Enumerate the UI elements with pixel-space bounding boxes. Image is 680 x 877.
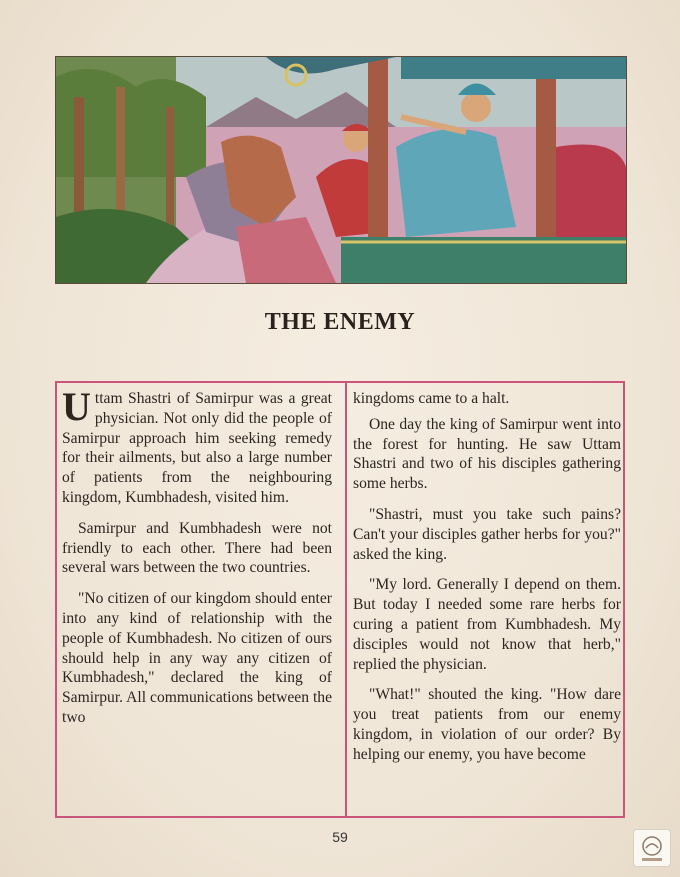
paragraph: One day the king of Samirpur went into the forest for hunting. He saw Uttam Shastri and two of his disciples gathering some herbs. (353, 415, 621, 493)
story-title: THE ENEMY (264, 309, 416, 335)
right-column (353, 389, 621, 776)
paragraph: Samirpur and Kumbhadesh were not friendly to each other. There had been several wars between the two countries. (62, 519, 332, 577)
paragraph (62, 384, 332, 508)
left-column (62, 384, 332, 739)
library-stamp (633, 829, 671, 867)
story-illustration (55, 56, 627, 284)
story-text-frame (55, 381, 625, 818)
page-number: 59 (332, 829, 348, 845)
paragraph: kingdoms came to a halt. (353, 390, 510, 407)
paragraph: "Shastri, must you take such pains? Can't your disciples gather herbs for you?" asked the king. (353, 505, 621, 563)
illustration-king-on-chariot (56, 57, 626, 283)
paragraph-text: ttam Shastri of Samirpur was a great physician. Not only did the people of Samirpur approach him seeking remedy for their ailments, but also a large number of patients from the neighbouring kingdom, Kumbhadesh, visited him. (62, 390, 332, 506)
stamp-emblem-icon (634, 830, 670, 866)
paragraph: "My lord. Generally I depend on them. But today I needed some rare herbs for curing a patient from Kumbhadesh. My disciples would not know that herb," replied the physician. (353, 576, 621, 673)
paragraph: "No citizen of our kingdom should enter into any kind of relationship with the people of Kumbhadesh. No citizen of ours should help in any way any citizen of Kumbhadesh," declared the king of Samirpur. All communications between the two (62, 590, 332, 726)
paragraph: "What!" shouted the king. "How dare you treat patients from our enemy kingdom, in violation of our order? By helping our enemy, you have become (353, 686, 621, 763)
column-divider (345, 383, 347, 816)
drop-cap: U (62, 384, 91, 429)
